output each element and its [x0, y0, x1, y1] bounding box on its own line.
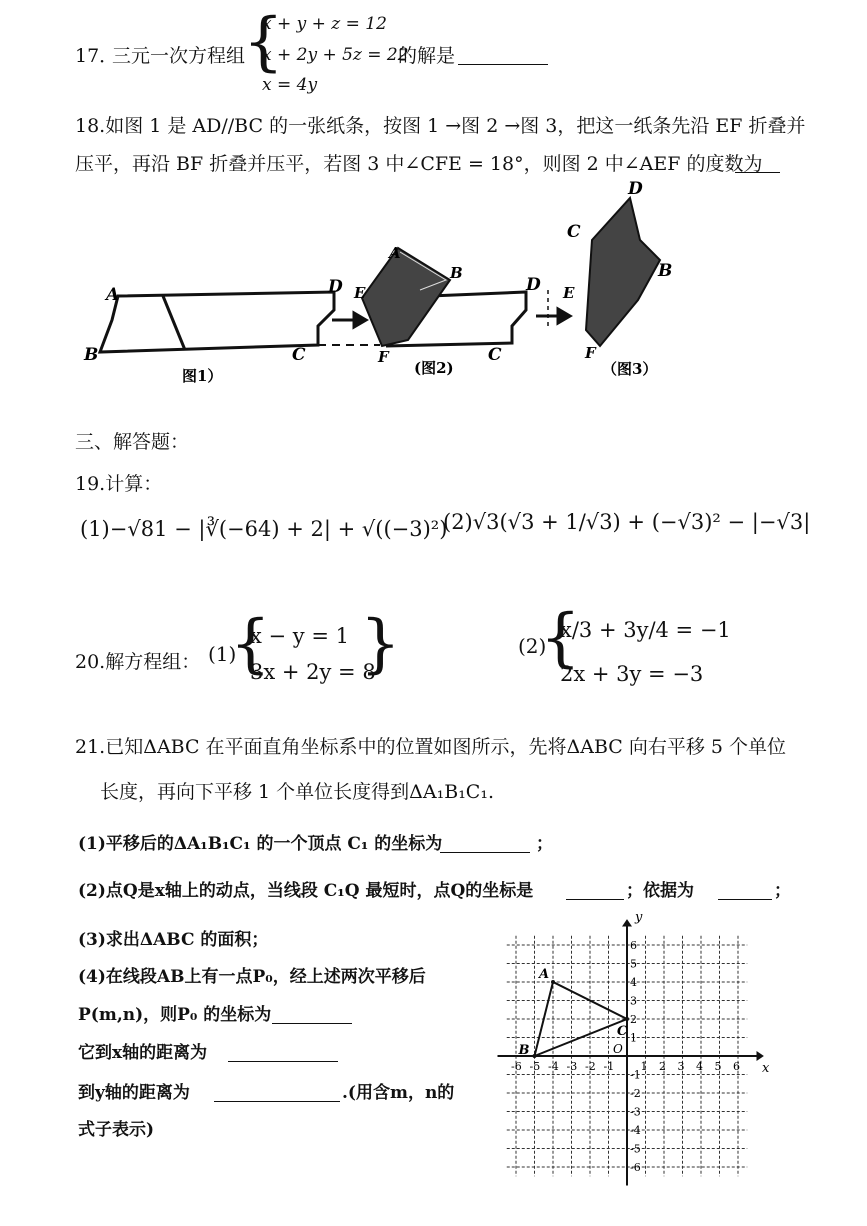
- q20-p1-brace: {: [230, 607, 271, 681]
- x-tick-label: 6: [733, 1060, 740, 1073]
- q21-sub2-end: ；: [774, 881, 791, 901]
- q21-sub4-line2: P(m,n)，则P₀ 的坐标为: [78, 1005, 272, 1025]
- point-b: [533, 1054, 537, 1058]
- x-tick-label: -6: [511, 1060, 522, 1073]
- y-axis-label: y: [635, 910, 643, 925]
- q21-sub1-blank: [440, 834, 530, 853]
- point-c: [625, 1017, 629, 1021]
- q18-line1: 18.如图 1 是 AD//BC 的一张纸条，按图 1 →图 2 →图 3，把这一纸条先沿 EF 折叠并: [75, 115, 806, 137]
- y-tick-label: 5: [630, 957, 637, 971]
- y-tick-label: -1: [630, 1068, 641, 1082]
- fig1-caption: 图1）: [182, 367, 223, 385]
- fig1-label-C: C: [292, 345, 306, 365]
- q20-title: 20.解方程组：: [75, 651, 201, 673]
- q18-line2: 压平，再沿 BF 折叠并压平，若图 3 中∠CFE = 18°，则图 2 中∠AEF 的度数为: [75, 153, 763, 175]
- q20-p1-right-brace: }: [360, 607, 401, 681]
- origin-label: O: [613, 1042, 623, 1056]
- x-tick-label: 2: [659, 1060, 666, 1073]
- arrow-2-icon: [536, 309, 570, 323]
- arrow-1-icon: [332, 313, 366, 327]
- q17-brace: {: [243, 5, 284, 79]
- fig2-label-D: D: [526, 275, 541, 295]
- q20-p2-eq1: x/3 + 3y/4 = −1: [560, 618, 731, 642]
- y-tick-label: -2: [630, 1087, 641, 1100]
- y-tick-label: 1: [630, 1031, 637, 1045]
- point-label-b: B: [518, 1043, 530, 1058]
- q17-eq2: x + 2y + 5z = 22: [262, 45, 409, 65]
- y-tick-label: 3: [630, 994, 637, 1008]
- fig3-label-F: F: [585, 344, 596, 362]
- x-tick-label: -2: [585, 1060, 596, 1073]
- y-tick-label: -5: [630, 1142, 641, 1156]
- q21-sub2: (2)点Q是x轴上的动点，当线段 C₁Q 最短时，点Q的坐标是: [78, 881, 534, 901]
- y-tick-label: -4: [630, 1124, 641, 1137]
- q21-sub4-line1: (4)在线段AB上有一点P₀，经上述两次平移后: [78, 967, 426, 987]
- q19-part2: (2)√3(√3 + 1/√3) + (−√3)² − |−√3|: [443, 510, 811, 534]
- fig2-label-A: A: [389, 244, 401, 262]
- y-tick-label: 6: [630, 939, 637, 952]
- fig3-caption: （图3）: [602, 360, 658, 378]
- fig2-label-E: E: [354, 284, 366, 302]
- q20-p1-eq2: 3x + 2y = 8: [250, 660, 376, 684]
- q21-sub2-mid: ；依据为: [626, 881, 694, 901]
- fig2-folded-part: [362, 248, 450, 346]
- y-tick-label: -3: [630, 1105, 641, 1119]
- q21-sub3: (3)求出ΔABC 的面积；: [78, 930, 269, 950]
- x-tick-label: -4: [548, 1060, 559, 1073]
- q21-sub4-line4-end: .(用含m，n的: [342, 1083, 455, 1103]
- q17-eq1: x + y + z = 12: [262, 14, 387, 34]
- q21-sub4-blank2: [228, 1043, 338, 1062]
- q18-answer-blank: [735, 154, 780, 173]
- q20-p1-eq1: x − y = 1: [250, 624, 349, 648]
- q21-sub4-line5: 式子表示): [78, 1120, 155, 1140]
- fig1-label-B: B: [84, 345, 99, 365]
- point-label-c: C: [617, 1024, 628, 1039]
- x-tick-label: 5: [714, 1060, 722, 1073]
- fig2-label-C: C: [488, 345, 502, 365]
- q17-text: 三元一次方程组: [112, 45, 246, 67]
- x-tick-label: -5: [529, 1060, 541, 1073]
- q20-p2-eq2: 2x + 3y = −3: [560, 662, 704, 686]
- q19-title: 19.计算：: [75, 473, 163, 495]
- q21-sub4-blank1: [272, 1005, 352, 1024]
- fig1-label-A: A: [106, 285, 120, 305]
- point-a: [551, 980, 555, 984]
- y-tick-label: 4: [630, 976, 637, 989]
- q17-suffix: 的解是: [398, 45, 456, 67]
- q21-sub4-line3: 它到x轴的距离为: [78, 1043, 208, 1063]
- fig1-paper-strip: [100, 292, 334, 352]
- fig3-label-B: B: [658, 261, 673, 281]
- fig2-caption: (图2): [414, 359, 454, 377]
- q21-sub1: (1)平移后的ΔA₁B₁C₁ 的一个顶点 C₁ 的坐标为: [78, 834, 443, 854]
- x-tick-label: -3: [566, 1060, 578, 1073]
- section3-title: 三、解答题：: [75, 431, 190, 453]
- x-axis-arrow-icon: [757, 1051, 764, 1061]
- q21-line1: 21.已知ΔABC 在平面直角坐标系中的位置如图所示，先将ΔABC 向右平移 5 个单位: [75, 736, 787, 758]
- fig1-label-D: D: [328, 277, 343, 297]
- fig2-label-F: F: [378, 348, 389, 366]
- fig3-label-E: E: [563, 284, 575, 302]
- x-tick-label: 3: [677, 1060, 685, 1073]
- q21-sub4-line4: 到y轴的距离为: [78, 1083, 190, 1103]
- x-tick-label: 4: [696, 1060, 703, 1073]
- point-label-a: A: [539, 967, 550, 982]
- q20-p1-label: (1): [208, 642, 237, 666]
- fig3-label-C: C: [567, 222, 581, 242]
- fig3-folded-part: [586, 198, 660, 346]
- fig2-label-B: B: [450, 264, 463, 282]
- q21-sub2-blank2: [718, 881, 772, 900]
- q21-sub2-blank1: [566, 881, 624, 900]
- x-tick-label: 1: [640, 1060, 648, 1073]
- q20-p2-brace: {: [540, 601, 581, 675]
- y-tick-label: 2: [630, 1013, 637, 1026]
- q20-p2-label: (2): [518, 634, 547, 658]
- x-tick-label: -1: [603, 1060, 615, 1073]
- q17-eq3: x = 4y: [262, 75, 318, 95]
- y-tick-label: -6: [630, 1161, 641, 1174]
- coordinate-grid: [490, 910, 790, 1190]
- q17-answer-blank: [458, 46, 548, 65]
- q21-line2: 长度，再向下平移 1 个单位长度得到ΔA₁B₁C₁.: [100, 781, 495, 803]
- q21-sub1-end: ；: [536, 834, 553, 854]
- q21-sub4-blank3: [214, 1083, 340, 1102]
- q18-figures: [0, 180, 867, 390]
- fig3-label-D: D: [628, 180, 643, 199]
- q19-part1: (1)−√81 − |∛(−64) + 2| + √((−3)²): [80, 517, 448, 541]
- q17-number: 17．: [75, 45, 119, 67]
- y-axis-arrow-icon: [622, 919, 632, 926]
- x-axis-label: x: [762, 1061, 770, 1076]
